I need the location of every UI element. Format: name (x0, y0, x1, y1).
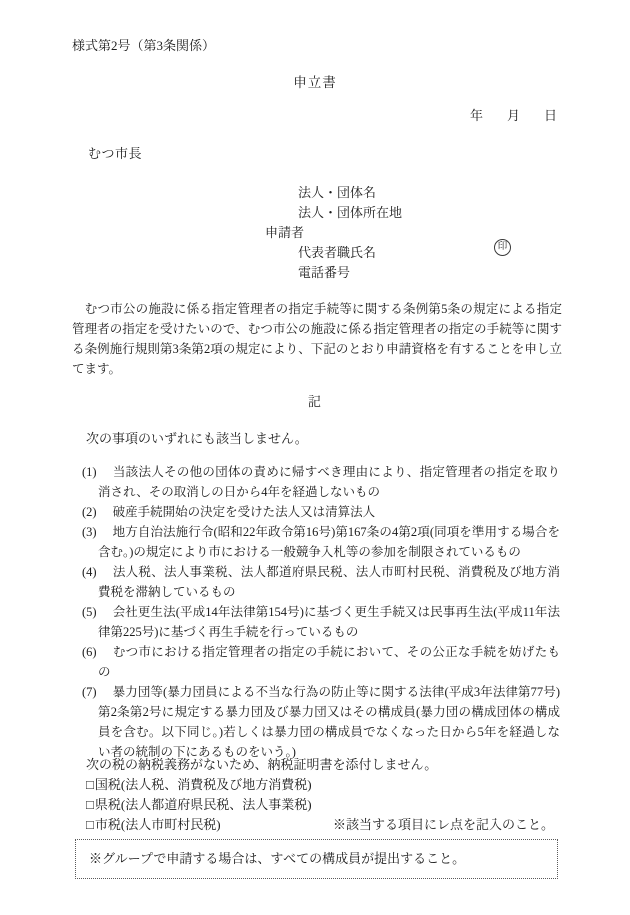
eligibility-item (72, 502, 560, 522)
item-text: 暴力団等(暴力団員による不当な行為の防止等に関する法律(平成3年法律第77号)第2条第2号に規定する暴力団及び暴力団又はその構成員(暴力団の構成団体の構成員を含む。以下同じ。)若しくは暴力団の構成員でなくなった日から5年を経過しない者の統制の下にあるものをいう。) (98, 685, 560, 759)
checkbox-icon: □ (86, 797, 94, 812)
tax-intro: 次の税の納税義務がないため、納税証明書を添付しません。 (86, 757, 438, 772)
day-label: 日 (543, 108, 557, 123)
item-number: (7) (82, 685, 97, 699)
item-number: (5) (82, 605, 97, 619)
item-text: むつ市における指定管理者の指定の手続において、その公正な手続を妨げたもの (98, 645, 560, 679)
month-label: 月 (506, 108, 520, 123)
item-number: (1) (82, 465, 97, 479)
group-note: ※グループで申請する場合は、すべての構成員が提出すること。 (89, 851, 466, 866)
applicant-label: 申請者 (265, 225, 305, 240)
item-number: (6) (82, 645, 97, 659)
main-paragraph: むつ市公の施設に係る指定管理者の指定手続等に関する条例第5条の規定による指定管理者の指定を受けたいので、むつ市公の施設に係る指定管理者の指定の手続等に関する条例施行規則第3条第2項の規定により、下記のとおり申請資格を有することを申し立てます。 (72, 302, 562, 376)
checkbox-label: 県税(法人都道府県民税、法人事業税) (94, 797, 312, 812)
year-label: 年 (469, 108, 483, 123)
eligibility-item (72, 522, 560, 562)
group-note-box (75, 839, 558, 879)
item-text: 当該法人その他の団体の責めに帰すべき理由により、指定管理者の指定を取り消され、その取消しの日から4年を経過しないもの (98, 465, 560, 499)
seal-stamp-icon: 印 (494, 239, 511, 256)
eligibility-item (72, 462, 560, 502)
checkbox-icon: □ (86, 777, 94, 792)
checkbox-label: 国税(法人税、消費税及び地方消費税) (94, 777, 312, 792)
form-number: 様式第2号（第3条関係） (72, 38, 216, 53)
eligibility-item (72, 682, 560, 762)
checkbox-icon: □ (86, 817, 94, 832)
field-corporate-name: 法人・団体名 (298, 185, 377, 200)
applicant-block (265, 183, 402, 283)
eligibility-intro: 次の事項のいずれにも該当しません。 (86, 431, 308, 446)
check-note: ※該当する項目にレ点を記入のこと。 (333, 817, 555, 832)
eligibility-item (72, 562, 560, 602)
addressee: むつ市長 (88, 146, 143, 161)
item-text: 破産手続開始の決定を受けた法人又は清算法人 (112, 505, 376, 519)
eligibility-item (72, 642, 560, 682)
item-text: 地方自治法施行令(昭和22年政令第16号)第167条の4第2項(同項を準用する場合を含む。)の規定により市における一般競争入札等の参加を制限されているもの (98, 525, 560, 559)
item-number: (4) (82, 565, 97, 579)
date-line (470, 106, 557, 126)
item-number: (3) (82, 525, 97, 539)
tax-checkbox-row-municipal (86, 815, 221, 835)
checkbox-label: 市税(法人市町村民税) (94, 817, 221, 832)
item-text: 会社更生法(平成14年法律第154号)に基づく更生手続又は民事再生法(平成11年法律第225号)に基づく再生手続を行っているもの (98, 605, 560, 639)
record-heading: 記 (307, 394, 322, 409)
field-corporate-address: 法人・団体所在地 (298, 205, 403, 220)
item-number: (2) (82, 505, 97, 519)
tax-checkbox-row-prefectural (86, 795, 312, 815)
field-representative-name: 代表者職氏名 (298, 245, 377, 260)
eligibility-list (72, 462, 560, 762)
tax-checkbox-row-national (86, 775, 312, 795)
field-phone-number: 電話番号 (298, 265, 351, 280)
doc-title: 申立書 (293, 75, 337, 90)
eligibility-item (72, 602, 560, 642)
item-text: 法人税、法人事業税、法人都道府県民税、法人市町村民税、消費税及び地方消費税を滞納しているもの (98, 565, 560, 599)
